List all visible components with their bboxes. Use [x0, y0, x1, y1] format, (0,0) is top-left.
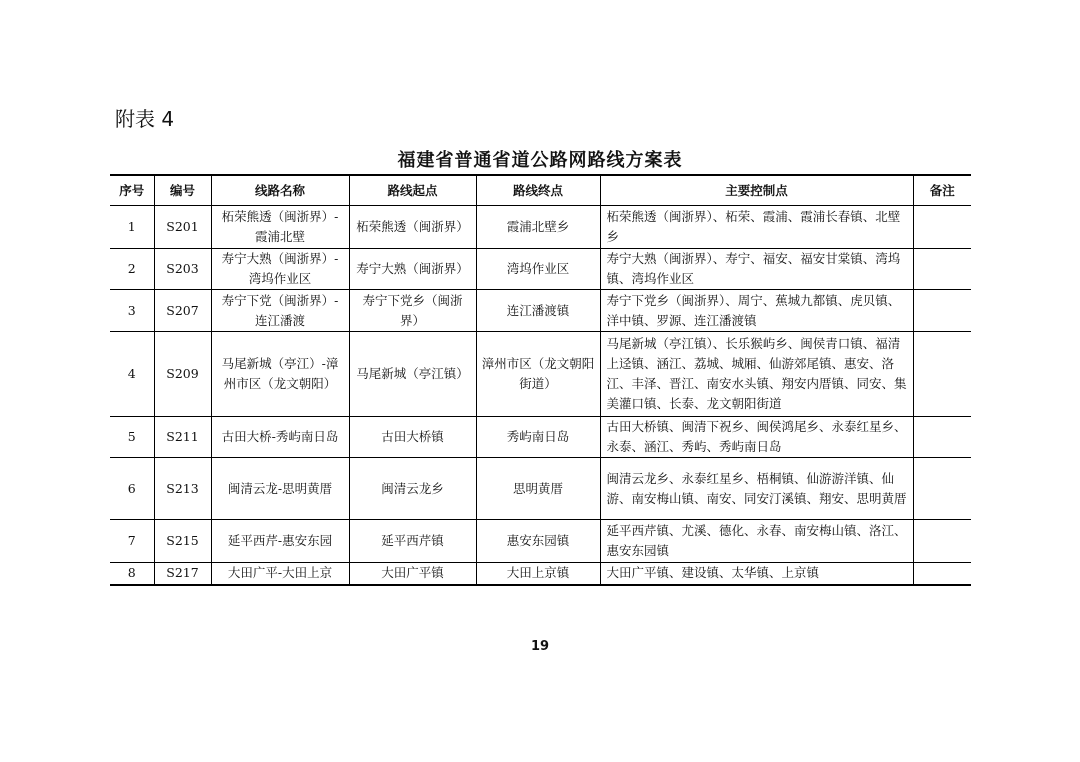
- cell-control: 马尾新城（亭江镇）、长乐猴屿乡、闽侯青口镇、福清上迳镇、涵江、荔城、城厢、仙游郊尾镇、惠安、洛江、丰泽、晋江、南安水头镇、翔安内厝镇、同安、集美灌口镇、长泰、龙文朝阳街道: [600, 332, 913, 417]
- header-code: 编号: [154, 175, 211, 206]
- cell-start: 闽清云龙乡: [349, 458, 476, 520]
- cell-start: 柘荣熊透（闽浙界）: [349, 206, 476, 249]
- cell-end: 漳州市区（龙文朝阳街道）: [476, 332, 600, 417]
- cell-name: 古田大桥-秀屿南日岛: [211, 417, 349, 458]
- cell-index: 3: [110, 290, 154, 332]
- route-table: [110, 174, 971, 586]
- cell-code: S209: [154, 332, 211, 417]
- cell-control: 柘荣熊透（闽浙界）、柘荣、霞浦、霞浦长春镇、北壁乡: [600, 206, 913, 249]
- table-row: [110, 563, 971, 585]
- cell-remarks: [913, 417, 971, 458]
- cell-end: 惠安东园镇: [476, 520, 600, 563]
- cell-remarks: [913, 332, 971, 417]
- cell-name: 柘荣熊透（闽浙界）-霞浦北壁: [211, 206, 349, 249]
- cell-name: 寿宁下党（闽浙界）-连江潘渡: [211, 290, 349, 332]
- cell-index: 2: [110, 249, 154, 290]
- table-row: [110, 458, 971, 520]
- cell-remarks: [913, 290, 971, 332]
- cell-index: 8: [110, 563, 154, 585]
- table-row: [110, 332, 971, 417]
- table-row: [110, 290, 971, 332]
- table-row: [110, 520, 971, 563]
- cell-remarks: [913, 520, 971, 563]
- cell-remarks: [913, 206, 971, 249]
- header-control: 主要控制点: [600, 175, 913, 206]
- cell-code: S201: [154, 206, 211, 249]
- header-end: 路线终点: [476, 175, 600, 206]
- cell-start: 古田大桥镇: [349, 417, 476, 458]
- page-number: 19: [530, 639, 550, 654]
- cell-remarks: [913, 563, 971, 585]
- table-title: 福建省普通省道公路网路线方案表: [397, 150, 683, 171]
- cell-end: 秀屿南日岛: [476, 417, 600, 458]
- header-name: 线路名称: [211, 175, 349, 206]
- cell-start: 马尾新城（亭江镇）: [349, 332, 476, 417]
- cell-end: 大田上京镇: [476, 563, 600, 585]
- table-row: [110, 249, 971, 290]
- cell-index: 4: [110, 332, 154, 417]
- cell-code: S203: [154, 249, 211, 290]
- cell-start: 延平西芹镇: [349, 520, 476, 563]
- cell-start: 大田广平镇: [349, 563, 476, 585]
- cell-start: 寿宁下党乡（闽浙界）: [349, 290, 476, 332]
- cell-code: S215: [154, 520, 211, 563]
- cell-index: 1: [110, 206, 154, 249]
- cell-code: S213: [154, 458, 211, 520]
- cell-code: S211: [154, 417, 211, 458]
- cell-remarks: [913, 458, 971, 520]
- cell-name: 延平西芹-惠安东园: [211, 520, 349, 563]
- cell-index: 7: [110, 520, 154, 563]
- cell-remarks: [913, 249, 971, 290]
- header-start: 路线起点: [349, 175, 476, 206]
- table-row: [110, 417, 971, 458]
- cell-end: 湾坞作业区: [476, 249, 600, 290]
- table-row: [110, 206, 971, 249]
- cell-name: 大田广平-大田上京: [211, 563, 349, 585]
- cell-control: 延平西芹镇、尤溪、德化、永春、南安梅山镇、洛江、惠安东园镇: [600, 520, 913, 563]
- cell-end: 连江潘渡镇: [476, 290, 600, 332]
- header-remarks: 备注: [913, 175, 971, 206]
- cell-start: 寿宁大熟（闽浙界）: [349, 249, 476, 290]
- cell-code: S207: [154, 290, 211, 332]
- cell-name: 马尾新城（亭江）-漳州市区（龙文朝阳）: [211, 332, 349, 417]
- cell-name: 闽清云龙-思明黄厝: [211, 458, 349, 520]
- header-row: [110, 175, 971, 206]
- cell-control: 闽清云龙乡、永泰红星乡、梧桐镇、仙游游洋镇、仙游、南安梅山镇、南安、同安汀溪镇、翔安、思明黄厝: [600, 458, 913, 520]
- cell-index: 5: [110, 417, 154, 458]
- cell-control: 大田广平镇、建设镇、太华镇、上京镇: [600, 563, 913, 585]
- cell-end: 霞浦北壁乡: [476, 206, 600, 249]
- cell-code: S217: [154, 563, 211, 585]
- header-index: 序号: [110, 175, 154, 206]
- cell-index: 6: [110, 458, 154, 520]
- cell-control: 寿宁大熟（闽浙界）、寿宁、福安、福安甘棠镇、湾坞镇、湾坞作业区: [600, 249, 913, 290]
- cell-control: 寿宁下党乡（闽浙界）、周宁、蕉城九都镇、虎贝镇、洋中镇、罗源、连江潘渡镇: [600, 290, 913, 332]
- cell-end: 思明黄厝: [476, 458, 600, 520]
- appendix-label: 附表 4: [115, 107, 175, 131]
- cell-control: 古田大桥镇、闽清下祝乡、闽侯鸿尾乡、永泰红星乡、永泰、涵江、秀屿、秀屿南日岛: [600, 417, 913, 458]
- cell-name: 寿宁大熟（闽浙界）-湾坞作业区: [211, 249, 349, 290]
